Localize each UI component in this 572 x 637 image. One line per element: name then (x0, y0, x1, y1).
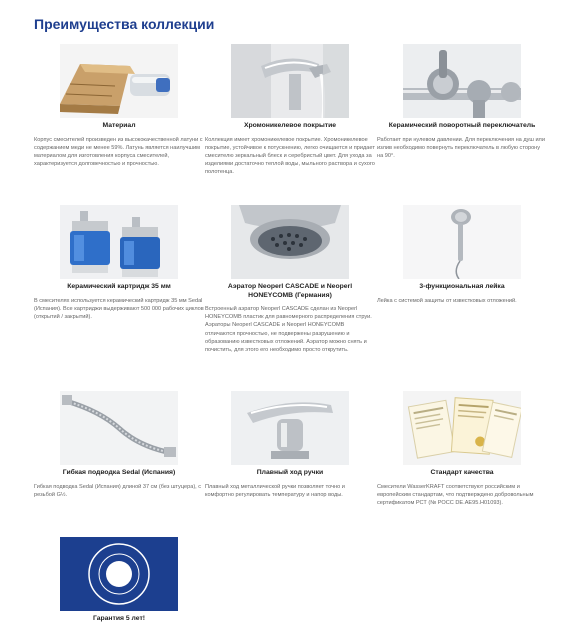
feature-description: Коллекция имеет хромоникелевое покрытие. Хромоникелевое покрытие, устойчивое к потускнению, легко очищается и придает смесителю зеркальный блеск и серебристый цвет. Для ухода за изделиями достаточно теплой воды, мыльного раствора и сухого полотенца. (205, 136, 375, 176)
page-title: Преимущества коллекции (34, 16, 215, 32)
feature-cartridge (34, 205, 204, 321)
feature-material (34, 44, 204, 168)
guarantee-badge-image (60, 537, 178, 611)
feature-description: Встроенный аэратор Neoperl CASCADE сделан из Neoperl HONEYCOMB пластик для равномерного распределения струи. Аэраторы Neoperl CASCADE и Neoperl HONEYCOMB отличаются прочностью, не подвержены разрушению и образованию известковых отложений. Аэратор можно снять и почистить, для этого его необходимо просто открутить. (205, 306, 372, 354)
chrome-faucet-image (231, 44, 349, 118)
feature-title: Плавный ход ручки (256, 469, 324, 476)
feature-chrome (205, 44, 375, 177)
feature-guarantee (34, 537, 204, 622)
feature-title: Аэратор Neoperl CASCADE и Neoperl HONEYCOMB (Германия) (227, 283, 353, 299)
feature-title: Хромоникелевое покрытие (243, 122, 337, 129)
aerator-image (231, 205, 349, 279)
feature-description: Гибкая подводка Sedal (Испания) длиной 37 см (без штуцера), с резьбой G½. (34, 483, 202, 498)
feature-title: Стандарт качества (430, 469, 494, 476)
feature-diverter (377, 44, 547, 160)
feature-handle (205, 391, 375, 499)
ceramic-cartridge-image (60, 205, 178, 279)
feature-title: 3-функциональная лейка (419, 283, 505, 290)
feature-description: Смесители WasserKRAFT соответствуют российским и европейским стандартам, что подтверждено добровольным сертификатом РСТ (№ РОСС DE.АЕ95.Н01093). (377, 483, 534, 506)
feature-description: Корпус смесителей произведен из высококачественной латуни с содержанием меди не менее 59%. Латунь является наилучшим материалом для изготовления корпуса смесителей, характеризуется долговечностью и прочностью. (34, 136, 203, 168)
feature-title: Материал (102, 122, 136, 129)
feature-hose (34, 391, 204, 499)
feature-description: Работает при нулевом давлении. Для переключения на душ или излив необходимо повернуть переключатель в любую сторону на 90°. (377, 136, 545, 159)
shower-head-image (403, 205, 521, 279)
feature-aerator (205, 205, 375, 354)
feature-title: Керамический поворотный переключатель (388, 122, 536, 129)
diverter-switch-image (403, 44, 521, 118)
feature-title: Гибкая подводка Sedal (Испания) (62, 469, 176, 476)
flexible-hose-image (60, 391, 178, 465)
feature-quality (377, 391, 547, 507)
feature-description: Плавный ход металлической ручки позволяет точно и комфортно регулировать температуру и напор воды. (205, 483, 345, 498)
faucet-handle-image (231, 391, 349, 465)
feature-description: В смесителях используется керамический картридж 35 мм Sedal (Испания). Все картриджи выдерживают 500 000 рабочих циклов (открытий / закрытий). (34, 297, 204, 320)
guarantee-title: Гарантия 5 лет! (92, 615, 146, 622)
feature-description: Лейка с системой защиты от известковых отложений. (377, 297, 517, 304)
brass-cutaway-image (60, 44, 178, 118)
feature-shower (377, 205, 547, 305)
certificates-image (403, 391, 521, 465)
feature-title: Керамический картридж 35 мм (67, 283, 171, 290)
